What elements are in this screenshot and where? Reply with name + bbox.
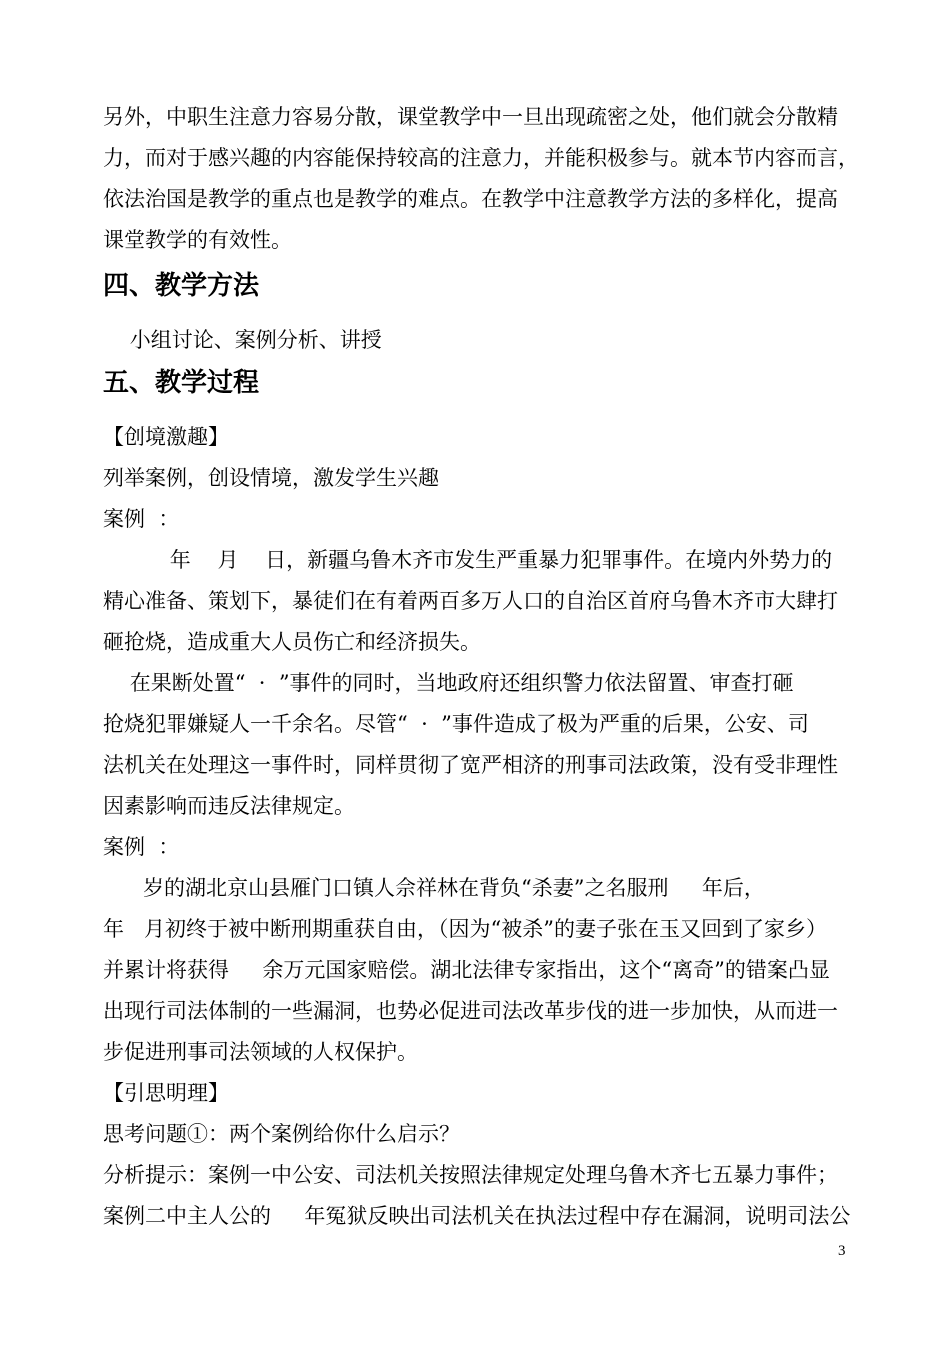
stage1-label: 【创境激趣】: [103, 425, 229, 449]
intro-line-2: 力，而对于感兴趣的内容能保持较高的注意力，并能积极参与。就本节内容而言，: [103, 146, 859, 170]
stage1-desc: 列举案例，创设情境，激发学生兴趣: [103, 466, 439, 490]
section4-heading: 四、教学方法: [103, 271, 260, 301]
case2-line-1: 岁的湖北京山县雁门口镇人佘祥林在背负“杀妻”之名服刑 年后，: [103, 876, 765, 900]
case1-line-2: 精心准备、策划下，暴徒们在有着两百多万人口的自治区首府乌鲁木齐市大肆打: [103, 589, 838, 613]
question-1: 思考问题①：两个案例给你什么启示？: [103, 1122, 460, 1146]
case1-line-6: 法机关在处理这一事件时，同样贯彻了宽严相济的刑事司法政策，没有受非理性: [103, 753, 838, 777]
case1-line-1: 年 月 日，新疆乌鲁木齐市发生严重暴力犯罪事件。在境内外势力的: [103, 548, 833, 572]
case1-line-4: 在果断处置“ · ”事件的同时，当地政府还组织警力依法留置、审查打砸: [103, 671, 794, 695]
analysis-line-1: 分析提示：案例一中公安、司法机关按照法律规定处理乌鲁木齐七五暴力事件；: [103, 1163, 838, 1187]
section4-content: 小组讨论、案例分析、讲授: [103, 328, 382, 352]
case2-line-5: 步促进刑事司法领域的人权保护。: [103, 1040, 418, 1064]
section5-heading: 五、教学过程: [103, 368, 260, 398]
case1-line-7: 因素影响而违反法律规定。: [103, 794, 355, 818]
case1-label: 案例 ：: [103, 507, 180, 531]
case2-line-2: 年 月初终于被中断刑期重获自由，（因为“被杀”的妻子张在玉又回到了家乡）: [103, 917, 827, 941]
intro-line-3: 依法治国是教学的重点也是教学的难点。在教学中注意教学方法的多样化，提高: [103, 187, 838, 211]
case1-line-3: 砸抢烧，造成重大人员伤亡和经济损失。: [103, 630, 481, 654]
intro-line-4: 课堂教学的有效性。: [103, 228, 292, 252]
case2-line-3: 并累计将获得 余万元国家赔偿。湖北法律专家指出，这个“离奇”的错案凸显: [103, 958, 830, 982]
analysis-line-2: 案例二中主人公的 年冤狱反映出司法机关在执法过程中存在漏洞，说明司法公: [103, 1204, 851, 1228]
case2-label: 案例 ：: [103, 835, 180, 859]
intro-line-1: 另外，中职生注意力容易分散，课堂教学中一旦出现疏密之处，他们就会分散精: [103, 105, 838, 129]
page-number: 3: [838, 1243, 846, 1259]
stage2-label: 【引思明理】: [103, 1081, 229, 1105]
case2-line-4: 出现行司法体制的一些漏洞，也势必促进司法改革步伐的进一步加快，从而进一: [103, 999, 838, 1023]
case1-line-5: 抢烧犯罪嫌疑人一千余名。尽管“ · ”事件造成了极为严重的后果，公安、司: [103, 712, 809, 736]
